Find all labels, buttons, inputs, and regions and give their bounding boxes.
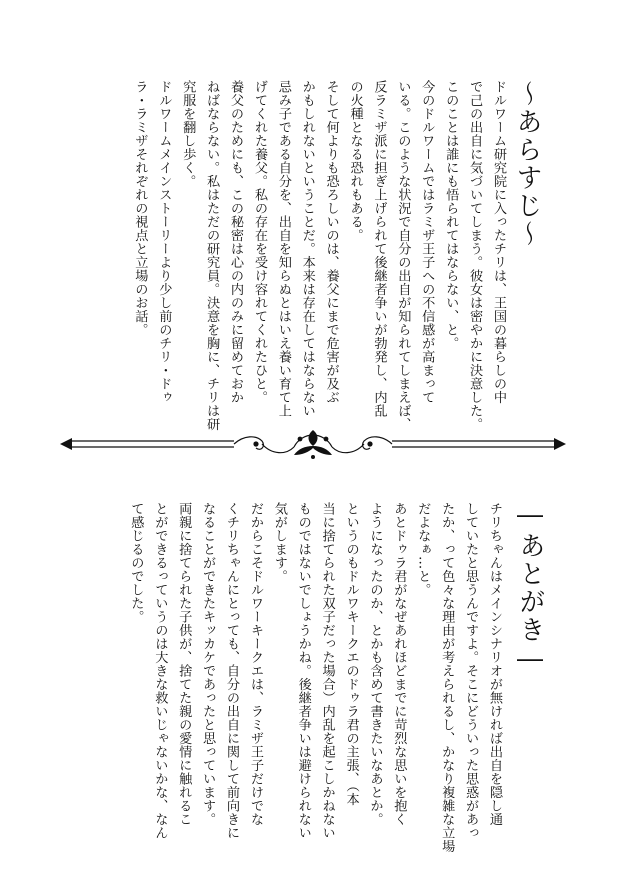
synopsis-line: ドルワーム研究院に入ったチリは、王国の暮らしの中 bbox=[491, 80, 506, 404]
synopsis-line: 今のドルワームではラミザ王子への不信感が高まって bbox=[419, 80, 435, 404]
afterword-title: ―あとがき― bbox=[515, 500, 545, 676]
synopsis-line: 究服を翻し歩く。 bbox=[180, 80, 196, 188]
afterword-body bbox=[96, 502, 506, 853]
synopsis-line: そして何よりも恐ろしいのは、養父にまで危害が及ぶ bbox=[323, 80, 339, 404]
afterword-line: だよなぁ…と。 bbox=[415, 502, 431, 597]
afterword-line: て感じるのでした。 bbox=[128, 502, 144, 624]
synopsis-line: の火種となる恐れもある。 bbox=[347, 80, 363, 242]
synopsis-line: で己の出自に気づいてしまう。彼女は密やかに決意した。 bbox=[467, 80, 483, 431]
synopsis-title: 〜あらすじ〜 bbox=[512, 80, 542, 248]
afterword-line: たか、って色々な理由が考えられるし、かなり複雑な立場 bbox=[439, 502, 455, 853]
afterword-line: あとドゥラ君がなぜあれほどまでに苛烈な思いを抱く bbox=[391, 502, 407, 826]
synopsis-line: 反ラミザ派に担ぎ上げられて後継者争いが勃発し、内乱 bbox=[371, 80, 387, 418]
afterword-line: だからこそドルワーキークエは、ラミザ王子だけでな bbox=[247, 502, 263, 826]
synopsis-line: 養父のためにも、この秘密は心の内のみに留めておか bbox=[228, 80, 244, 404]
afterword-line: ようになったのか、とかも含めて書きたいなあとか。 bbox=[367, 502, 383, 826]
synopsis-line: 忌み子である自分を、出自を知らぬとはいえ養い育て上 bbox=[275, 80, 291, 418]
synopsis-line: このことは誰にも悟られてはならない、と。 bbox=[443, 80, 459, 350]
afterword-line: 両親に捨てられた子供が、捨てた親の愛情に触れるこ bbox=[176, 502, 192, 826]
afterword-line: 当に捨てられた双子だった場合）内乱を起こしかねない bbox=[319, 502, 335, 840]
synopsis-line: かもしれないということだ。本来は存在してはならない bbox=[299, 80, 315, 418]
afterword-line: 気がします。 bbox=[271, 502, 287, 583]
afterword-line: というのもドルワキークエのドゥラ君の主張、（本 bbox=[343, 502, 359, 806]
synopsis-body bbox=[104, 80, 510, 431]
synopsis-line: いる。このような状況で自分の出自が知られてしまえば、 bbox=[395, 80, 411, 431]
afterword-line: していたと思うんですよ。そこにどういった思惑があっ bbox=[463, 502, 479, 840]
afterword-line: チリちゃんはメインシナリオが無ければ出自を隠し通 bbox=[487, 502, 502, 826]
synopsis-line: ねばならない。私はただの研究員。決意を胸に、チリは研 bbox=[204, 80, 220, 431]
ornamental-divider bbox=[58, 427, 568, 461]
synopsis-line: げてくれた養父。私の存在を受け容れてくれたひと。 bbox=[251, 80, 267, 404]
afterword-line: ものではないでしょうかね。後継者争いは避けられない bbox=[295, 502, 311, 840]
synopsis-line: ラ・ラミザそれぞれの視点と立場のお話。 bbox=[132, 80, 148, 337]
afterword-line: くチリちゃんにとっても、自分の出自に関して前向きに bbox=[224, 502, 240, 840]
afterword-line: とができるっていうのは大きな救いじゃないかな、なん bbox=[152, 502, 168, 840]
synopsis-line: ドルワームメインストーリーより少し前のチリ・ドゥ bbox=[156, 80, 172, 404]
afterword-line: なることができたキッカケであったと思っています。 bbox=[200, 502, 216, 826]
